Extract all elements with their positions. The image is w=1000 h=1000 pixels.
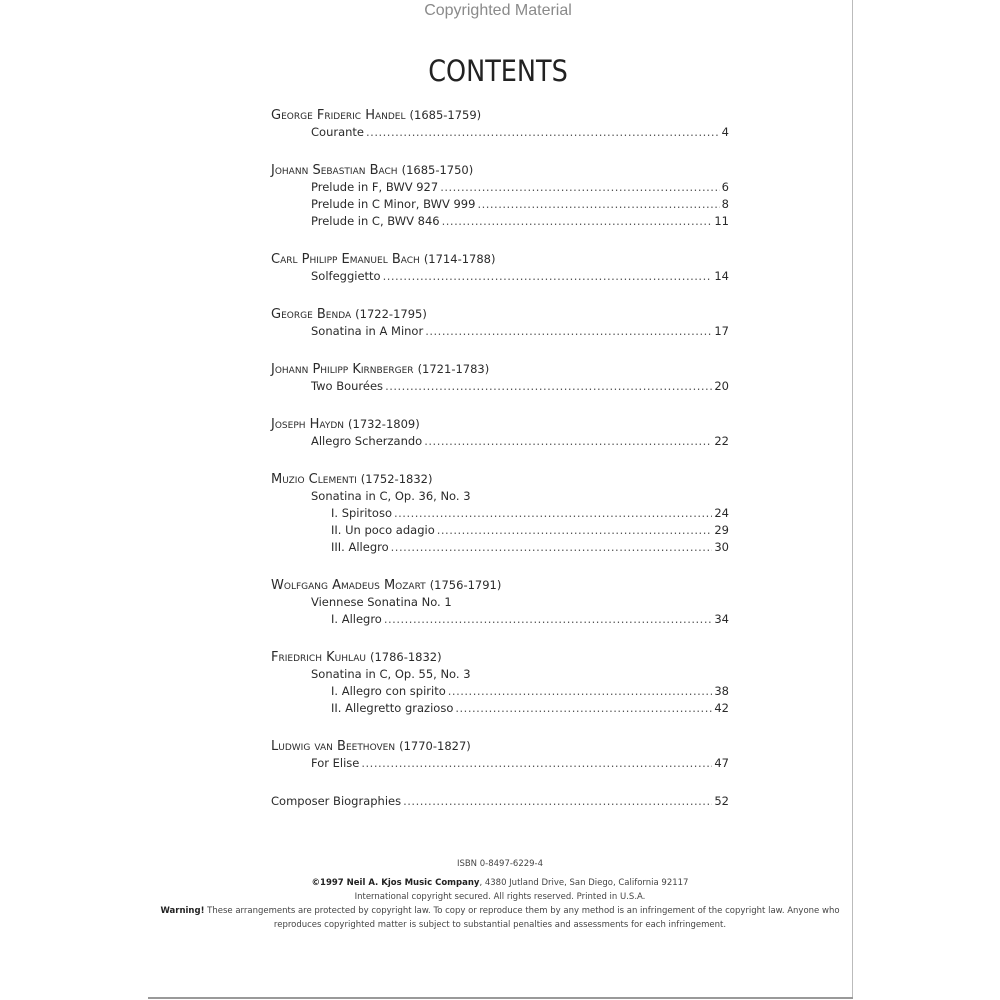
composer-section (271, 471, 729, 556)
composer-name: George Benda (271, 307, 352, 322)
composer-dates: (1721-1783) (417, 362, 490, 376)
footer (150, 857, 850, 932)
composer-dates: (1685-1750) (401, 163, 474, 177)
entry-title: I. Allegro con spirito (331, 684, 446, 698)
entry-title: II. Un poco adagio (331, 523, 435, 537)
composer-heading (271, 361, 729, 378)
page-number: 34 (714, 612, 729, 626)
dot-leader (403, 793, 712, 810)
composer-section (271, 162, 729, 230)
page-number: 4 (721, 125, 729, 139)
watermark: Copyrighted Material (424, 2, 572, 19)
toc-entry (271, 683, 729, 700)
composer-section (271, 649, 729, 717)
entry-title: III. Allegro (331, 540, 389, 554)
composer-heading (271, 738, 729, 755)
dot-leader (448, 683, 713, 700)
dot-leader (385, 378, 712, 395)
dot-leader (361, 755, 712, 772)
toc-entry (271, 124, 729, 141)
toc-entry (271, 488, 729, 505)
composer-dates: (1732-1809) (348, 417, 420, 431)
warning-label: Warning! (160, 906, 205, 916)
entry-title: Allegro Scherzando (311, 434, 423, 448)
composer-biographies-entry (271, 793, 729, 810)
page-title: CONTENTS (428, 54, 568, 88)
entry-title: Prelude in F, BWV 927 (311, 180, 439, 194)
entry-title: Sonatina in C, Op. 36, No. 3 (311, 489, 471, 503)
isbn: ISBN 0-8497-6229-4 (456, 859, 544, 869)
composer-section (271, 107, 729, 141)
page-number: 42 (714, 701, 729, 715)
toc-entry (271, 433, 729, 450)
composer-dates: (1756-1791) (429, 578, 502, 592)
page-number: 38 (714, 684, 729, 698)
dot-leader (440, 179, 719, 196)
composer-dates: (1770-1827) (399, 739, 471, 753)
composer-heading (271, 162, 729, 179)
entry-title: For Elise (311, 756, 360, 770)
dot-leader (437, 522, 713, 539)
composer-name: Wolfgang Amadeus Mozart (271, 578, 426, 593)
toc-entry (271, 213, 729, 230)
composer-heading (271, 471, 729, 488)
entry-title: I. Allegro (331, 612, 382, 626)
entry-title: Viennese Sonatina No. 1 (311, 595, 452, 609)
composer-dates: (1714-1788) (423, 252, 496, 266)
rights: International copyright secured. All rights reserved. Printed in U.S.A. (354, 892, 646, 902)
composer-name: Friedrich Kuhlau (271, 650, 366, 665)
dot-leader (391, 539, 713, 556)
composer-section (271, 306, 729, 340)
entry-title: Prelude in C Minor, BWV 999 (311, 197, 476, 211)
page-number: 11 (714, 214, 729, 228)
toc-entry (271, 666, 729, 683)
toc-entry (271, 539, 729, 556)
entry-title: Solfeggietto (311, 269, 381, 283)
table-of-contents (271, 107, 729, 810)
composer-section (271, 738, 729, 772)
page-edge (148, 997, 853, 999)
composer-section (271, 416, 729, 450)
composer-section (271, 251, 729, 285)
composer-dates: (1722-1795) (355, 307, 427, 321)
page-number: 20 (714, 379, 729, 393)
entry-title: Sonatina in C, Op. 55, No. 3 (311, 667, 471, 681)
page-number: 22 (714, 434, 729, 448)
composer-section (271, 577, 729, 628)
page-edge (852, 0, 853, 998)
page-number: 47 (714, 756, 729, 770)
toc-entry (271, 594, 729, 611)
composer-heading (271, 577, 729, 594)
composer-heading (271, 107, 729, 124)
composer-name: Muzio Clementi (271, 472, 357, 487)
composer-name: Joseph Haydn (271, 417, 345, 432)
page-number: 8 (721, 197, 729, 211)
dot-leader (383, 268, 713, 285)
warning-text: These arrangements are protected by copyright law. To copy or reproduce them by any method is an infringement of the copyright law. Anyone who reproduces copyrighted matter is subject to substantial penalties and assessments for each infringement. (204, 906, 840, 930)
entry-title: Two Bourées (311, 379, 384, 393)
composer-heading (271, 251, 729, 268)
dot-leader (477, 196, 719, 213)
entry-title: Prelude in C, BWV 846 (311, 214, 440, 228)
page-number: 30 (714, 540, 729, 554)
page-number: 6 (721, 180, 729, 194)
page-number: 14 (714, 269, 729, 283)
publisher-line (150, 876, 850, 890)
toc-entry (271, 378, 729, 395)
dot-leader (366, 124, 720, 141)
dot-leader (425, 323, 712, 340)
composer-dates: (1685-1759) (409, 108, 482, 122)
dot-leader (455, 700, 712, 717)
entry-title: Courante (311, 125, 365, 139)
toc-entry (271, 196, 729, 213)
entry-title: Sonatina in A Minor (311, 324, 424, 338)
dot-leader (424, 433, 712, 450)
page-number: 24 (714, 506, 729, 520)
toc-entry (271, 268, 729, 285)
warning (150, 904, 850, 932)
toc-entry (271, 611, 729, 628)
composer-dates: (1752-1832) (360, 472, 433, 486)
dot-leader (442, 213, 713, 230)
toc-entry (271, 700, 729, 717)
page-number: 29 (714, 523, 729, 537)
composer-name: Ludwig van Beethoven (271, 739, 396, 754)
entry-title: I. Spiritoso (331, 506, 392, 520)
composer-name: Johann Philipp Kirnberger (271, 362, 414, 377)
publisher: ©1997 Neil A. Kjos Music Company (311, 878, 480, 888)
composer-dates: (1786-1832) (369, 650, 442, 664)
entry-title: II. Allegretto grazioso (331, 701, 454, 715)
composer-name: Johann Sebastian Bach (271, 163, 398, 178)
toc-entry (271, 179, 729, 196)
composer-section (271, 361, 729, 395)
composer-name: George Frideric Handel (271, 108, 406, 123)
page-number: 52 (714, 794, 729, 808)
toc-entry (271, 522, 729, 539)
toc-entry (271, 755, 729, 772)
toc-entry (271, 505, 729, 522)
page-number: 17 (714, 324, 729, 338)
dot-leader (384, 611, 713, 628)
entry-title: Composer Biographies (271, 794, 402, 808)
address: , 4380 Jutland Drive, San Diego, California 92117 (479, 878, 689, 888)
composer-heading (271, 649, 729, 666)
dot-leader (394, 505, 712, 522)
composer-name: Carl Philipp Emanuel Bach (271, 252, 420, 267)
composer-heading (271, 416, 729, 433)
toc-entry (271, 323, 729, 340)
composer-heading (271, 306, 729, 323)
